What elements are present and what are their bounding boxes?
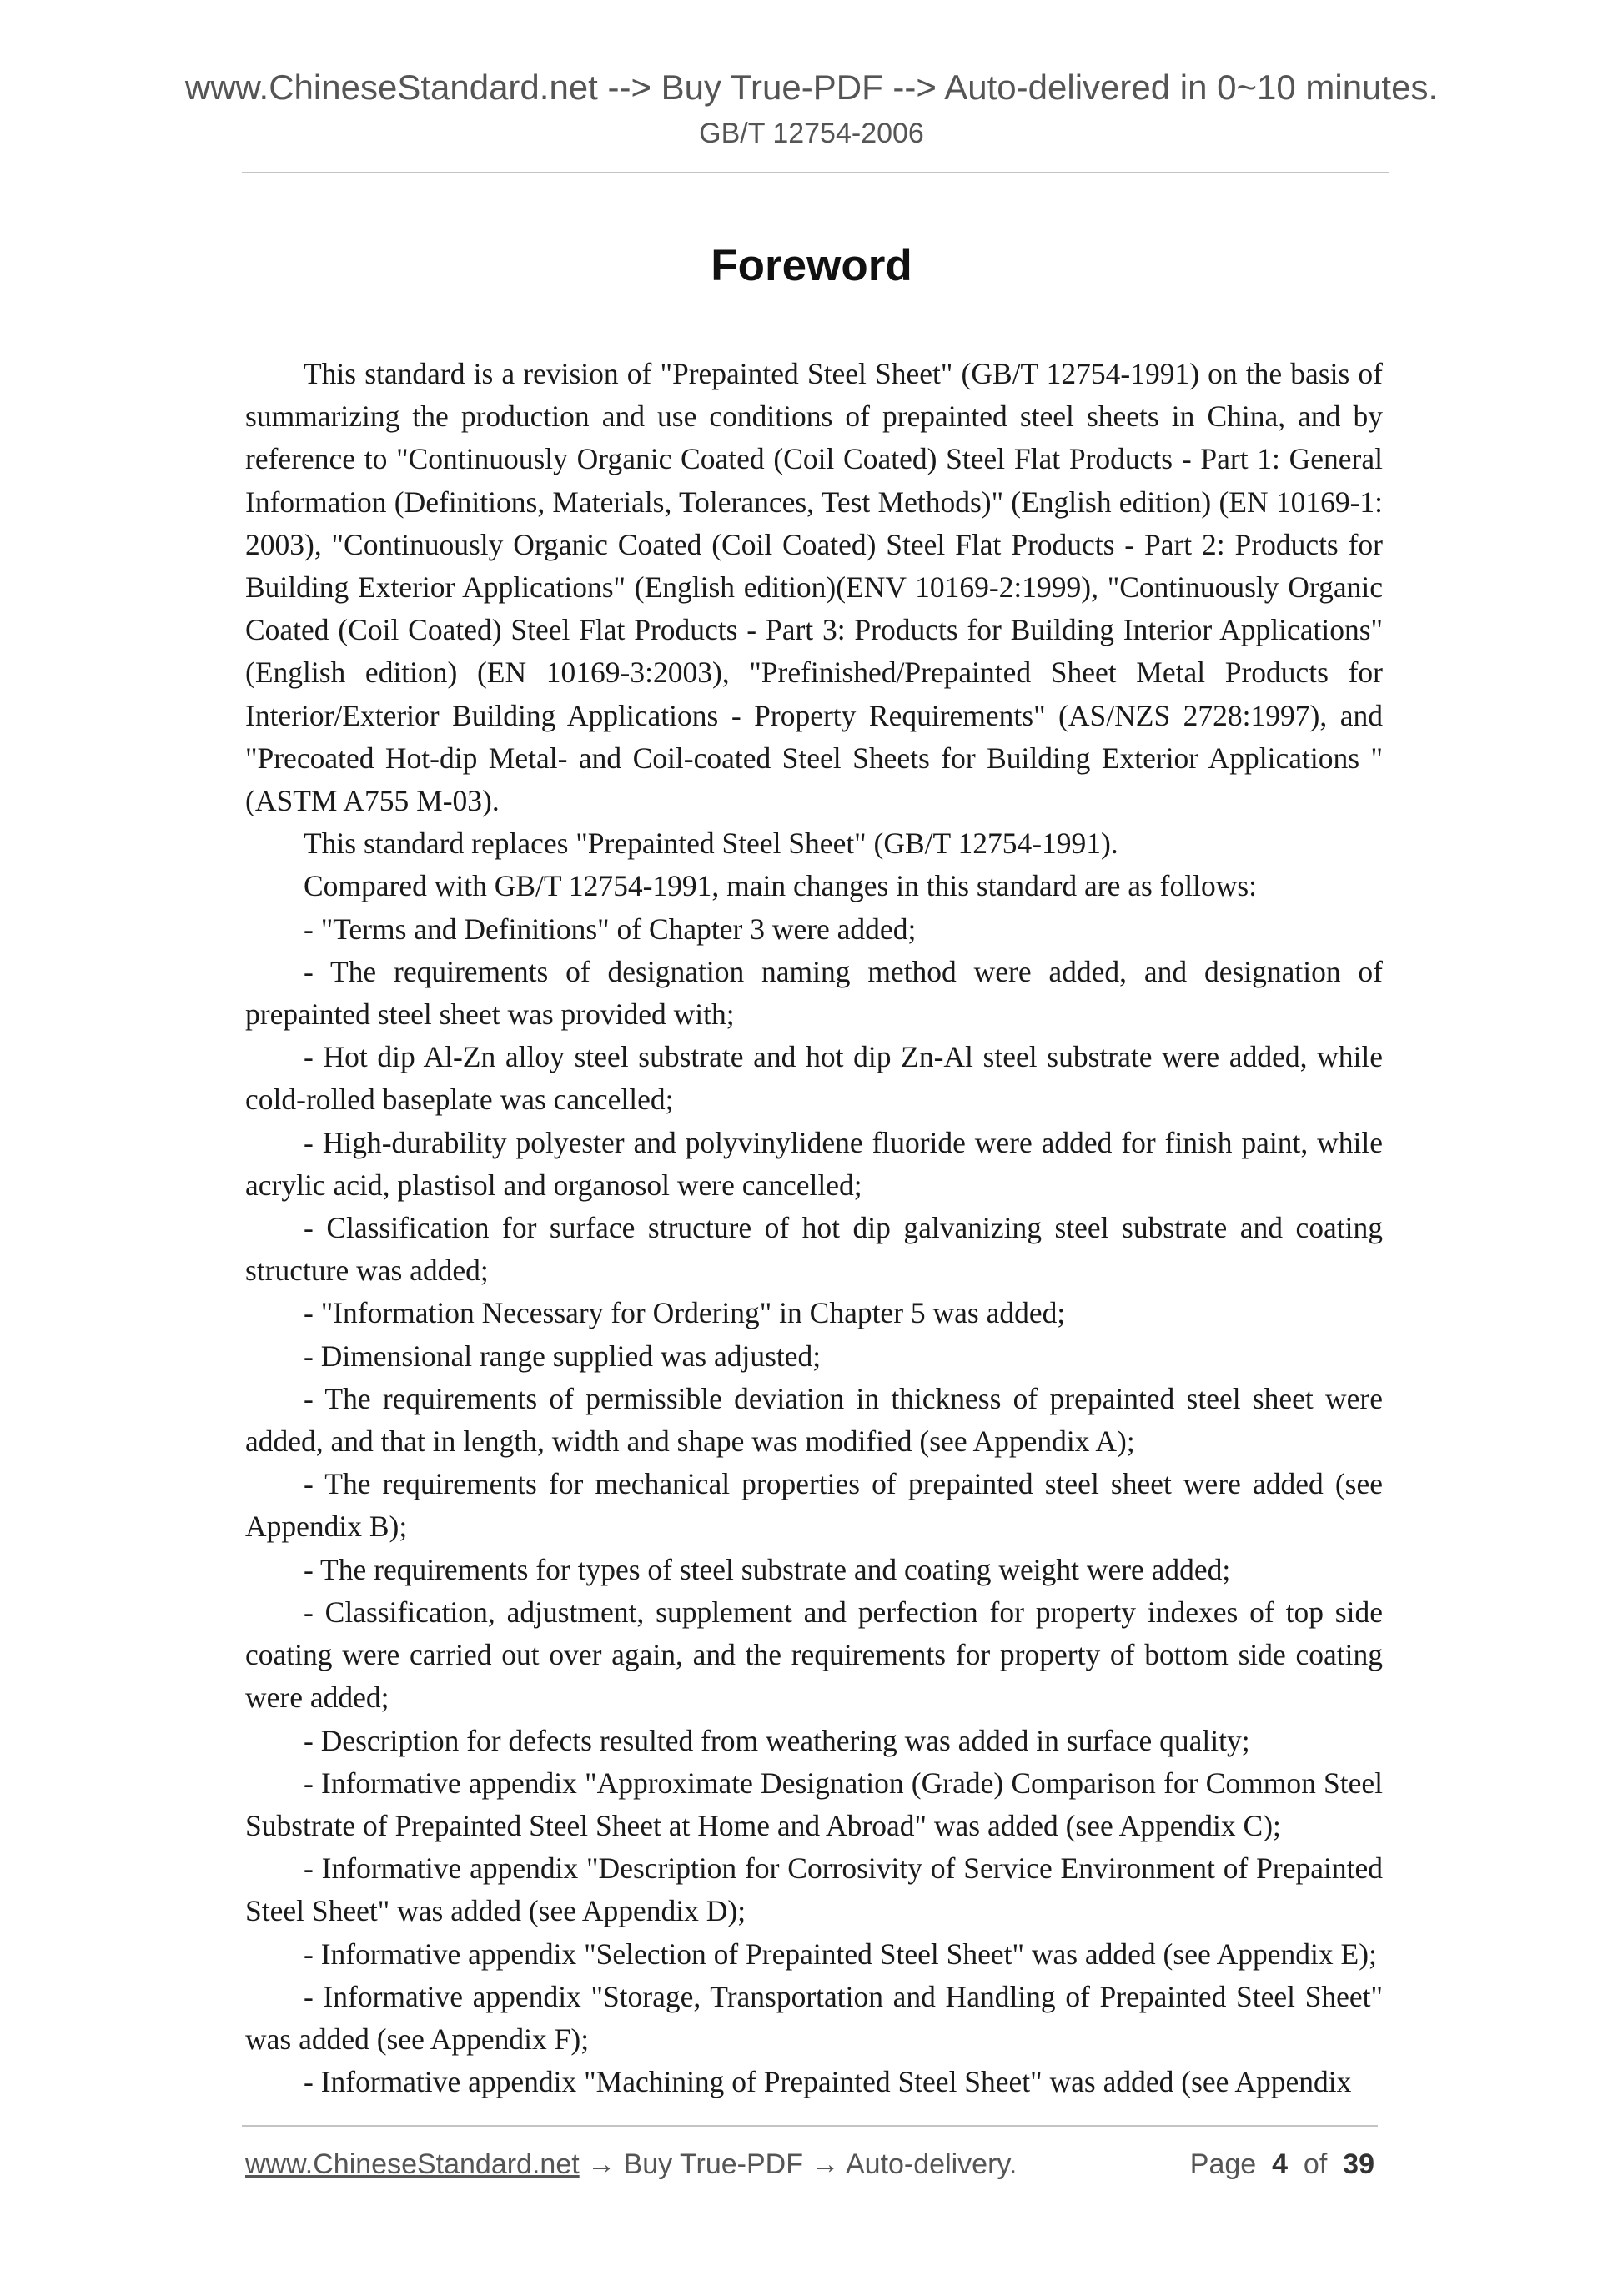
list-item: - Classification for surface structure of hot dip galvanizing steel substrate and coating structure was added; — [245, 1211, 1383, 1288]
list-item: - Informative appendix "Selection of Prepainted Steel Sheet" was added (see Appendix E); — [304, 1937, 1377, 1971]
list-item: - The requirements of permissible deviation in thickness of prepainted steel sheet were added, and that in length, width and shape was modified (see Appendix A); — [245, 1381, 1383, 1459]
paragraph-changes-intro: Compared with GB/T 12754-1991, main changes in this standard are as follows: — [304, 869, 1258, 903]
paragraph-replaces: This standard replaces "Prepainted Steel Sheet" (GB/T 12754-1991). — [304, 826, 1118, 861]
list-item: - Informative appendix "Approximate Designation (Grade) Comparison for Common Steel Substrate of Prepainted Steel Sheet at Home and Abroad" was added (see Appendix C); — [245, 1766, 1383, 1842]
list-item: - High-durability polyester and polyvinylidene fluoride were added for finish paint, while acrylic acid, plastisol and organosol were cancelled; — [245, 1125, 1383, 1202]
of-label: of — [1303, 2148, 1328, 2180]
footer-site-link[interactable]: www.ChineseStandard.net — [245, 2148, 580, 2180]
header-divider — [242, 172, 1389, 173]
paragraph-revision-basis: This standard is a revision of "Prepainted Steel Sheet" (GB/T 12754-1991) on the basis of summarizing the production and use conditions of prepainted steel sheets in China, and by reference to "Continuously Organic Coated (Coil Coated) Steel Flat Products - Part 1: General Information (Definitions, Materials, Tolerances, Test Methods)" (English edition) (EN 10169-1: 2003), "Continuously Organic Coated (Coil Coated) Steel Flat Products - Part 2: Products for Building Exterior Applications" (English edition)(ENV 10169-2:1999), "Continuously Organic Coated (Coil Coated) Steel Flat Products - Part 3: Products for Building Interior Applications" (English edition) (EN 10169-3:2003), "Prefinished/Prepainted Sheet Metal Products for Interior/Exterior Building Applications - Property Requirements" (AS/NZS 2728:1997), and "Precoated Hot-dip Metal- and Coil-coated Steel Sheets for Building Exterior Applications " (ASTM A755 M-03). — [245, 357, 1383, 818]
page-footer — [245, 2143, 1379, 2185]
list-item: - Informative appendix "Machining of Prepainted Steel Sheet" was added (see Appendix — [304, 2065, 1352, 2099]
list-item: - Informative appendix "Storage, Transportation and Handling of Prepainted Steel Sheet" was added (see Appendix F); — [245, 1979, 1383, 2056]
header-banner[interactable]: www.ChineseStandard.net --> Buy True-PDF --> Auto-delivered in 0~10 minutes. — [184, 68, 1439, 107]
list-item: - "Information Necessary for Ordering" in Chapter 5 was added; — [304, 1296, 1066, 1330]
footer-tagline — [245, 2143, 1017, 2185]
list-item: - Dimensional range supplied was adjusted; — [304, 1339, 822, 1373]
page-title: Foreword — [711, 241, 912, 290]
foreword-body — [245, 353, 1383, 2103]
list-item: - Classification, adjustment, supplement and perfection for property indexes of top side coating were carried out over again, and the requirements for property of bottom side coating were added; — [245, 1595, 1383, 1715]
page-label: Page — [1189, 2148, 1257, 2180]
list-item: - Informative appendix "Description for Corrosivity of Service Environment of Prepainted Steel Sheet" was added (see Appendix D); — [245, 1851, 1383, 1928]
page-number: 4 — [1272, 2148, 1288, 2180]
list-item: - "Terms and Definitions" of Chapter 3 were added; — [304, 912, 917, 946]
list-item: - The requirements of designation naming method were added, and designation of prepainted steel sheet was provided with; — [245, 954, 1383, 1032]
footer-divider — [242, 2125, 1378, 2127]
list-item: - The requirements for mechanical properties of prepainted steel sheet were added (see Appendix B); — [245, 1467, 1383, 1544]
footer-text: → Buy True-PDF → Auto-delivery. — [579, 2148, 1018, 2180]
list-item: - Hot dip Al-Zn alloy steel substrate and hot dip Zn-Al steel substrate were added, while cold-rolled baseplate was cancelled; — [245, 1040, 1383, 1117]
list-item: - The requirements for types of steel substrate and coating weight were added; — [304, 1552, 1231, 1586]
list-item: - Description for defects resulted from weathering was added in surface quality; — [304, 1723, 1250, 1757]
document-id: GB/T 12754-2006 — [699, 118, 924, 149]
page-indicator — [1190, 2143, 1374, 2185]
page-total: 39 — [1343, 2148, 1374, 2180]
